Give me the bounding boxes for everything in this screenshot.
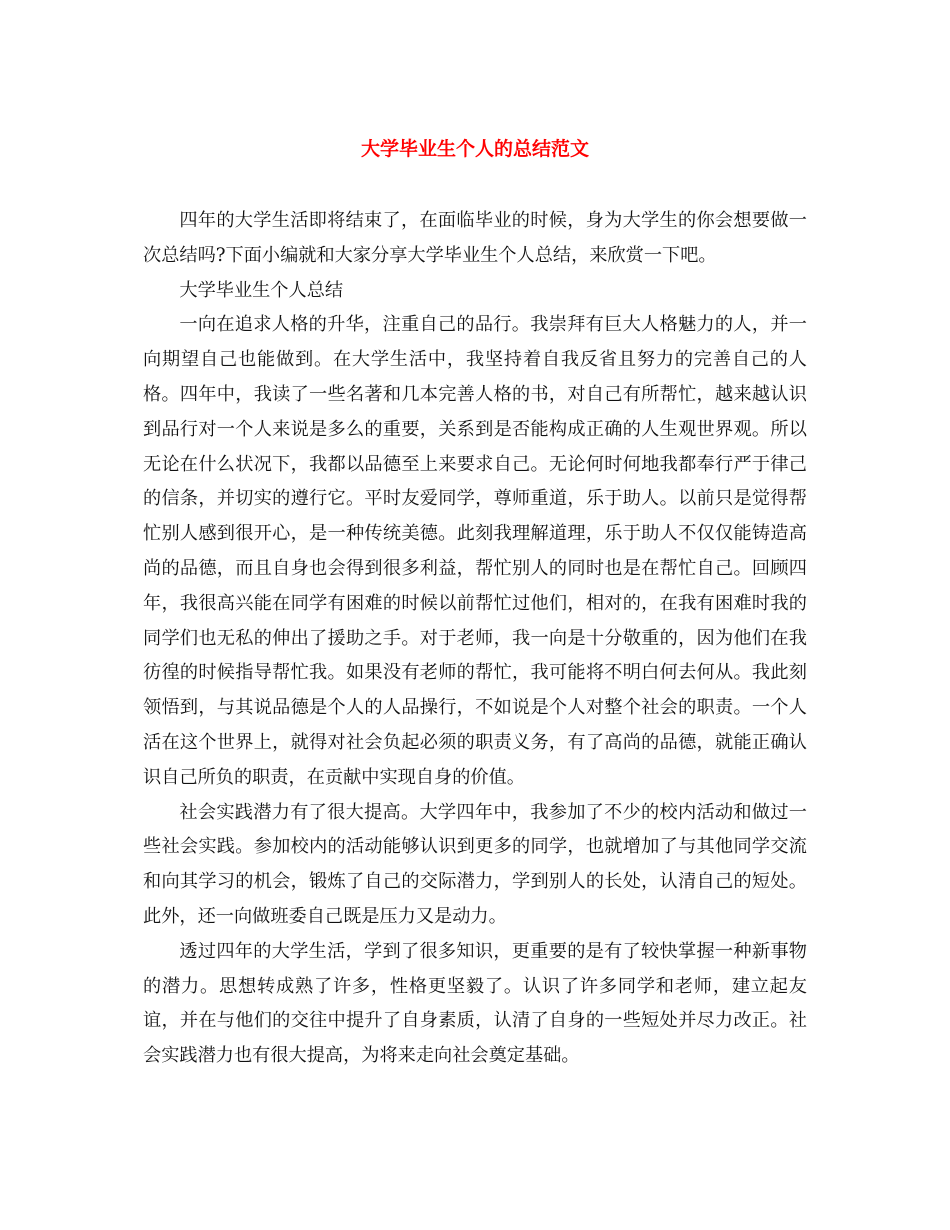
document-title: 大学毕业生个人的总结范文 — [360, 138, 589, 160]
section-heading: 大学毕业生个人总结 — [179, 279, 344, 301]
body-paragraph-character: 一向在追求人格的升华，注重自己的品行。我崇拜有巨大人格魅力的人，并一向期望自己也能做到。在大学生活中，我坚持着自我反省且努力的完善自己的人格。四年中，我读了一些名著和几本完善人格的书，对自己有所帮忙，越来越认识到品行对一个人来说是多么的重要，关系到是否能构成正确的人生观世界观。所以无论在什么状况下，我都以品德至上来要求自己。无论何时何地我都奉行严于律己的信条，并切实的遵行它。平时友爱同学，尊师重道，乐于助人。以前只是觉得帮忙别人感到很开心，是一种传统美德。此刻我理解道理，乐于助人不仅仅能铸造高尚的品德，而且自身也会得到很多利益，帮忙别人的同时也是在帮忙自己。回顾四年，我很高兴能在同学有困难的时候以前帮忙过他们，相对的，在我有困难时我的同学们也无私的伸出了援助之手。对于老师，我一向是十分敬重的，因为他们在我彷徨的时候指导帮忙我。如果没有老师的帮忙，我可能将不明白何去何从。我此刻领悟到，与其说品德是个人的人品操行，不如说是个人对整个社会的职责。一个人活在这个世界上，就得对社会负起必须的职责义务，有了高尚的品德，就能正确认识自己所负的职责，在贡献中实现自身的价值。 — [143, 314, 807, 788]
body-paragraph-social-practice: 社会实践潜力有了很大提高。大学四年中，我参加了不少的校内活动和做过一些社会实践。参加校内的活动能够认识到更多的同学，也就增加了与其他同学交流和向其学习的机会，锻炼了自己的交际潜力，学到别人的长处，认清自己的短处。此外，还一向做班委自己既是压力又是动力。 — [143, 801, 807, 927]
intro-paragraph: 四年的大学生活即将结束了，在面临毕业的时候，身为大学生的你会想要做一次总结吗?下面小编就和大家分享大学毕业生个人总结，来欣赏一下吧。 — [143, 210, 807, 266]
body-paragraph-growth: 透过四年的大学生活，学到了很多知识，更重要的是有了较快掌握一种新事物的潜力。思想转成熟了许多，性格更坚毅了。认识了许多同学和老师，建立起友谊，并在与他们的交往中提升了自身素质，认清了自身的一些短处并尽力改正。社会实践潜力也有很大提高，为将来走向社会奠定基础。 — [143, 940, 807, 1067]
document-body — [143, 204, 807, 1074]
